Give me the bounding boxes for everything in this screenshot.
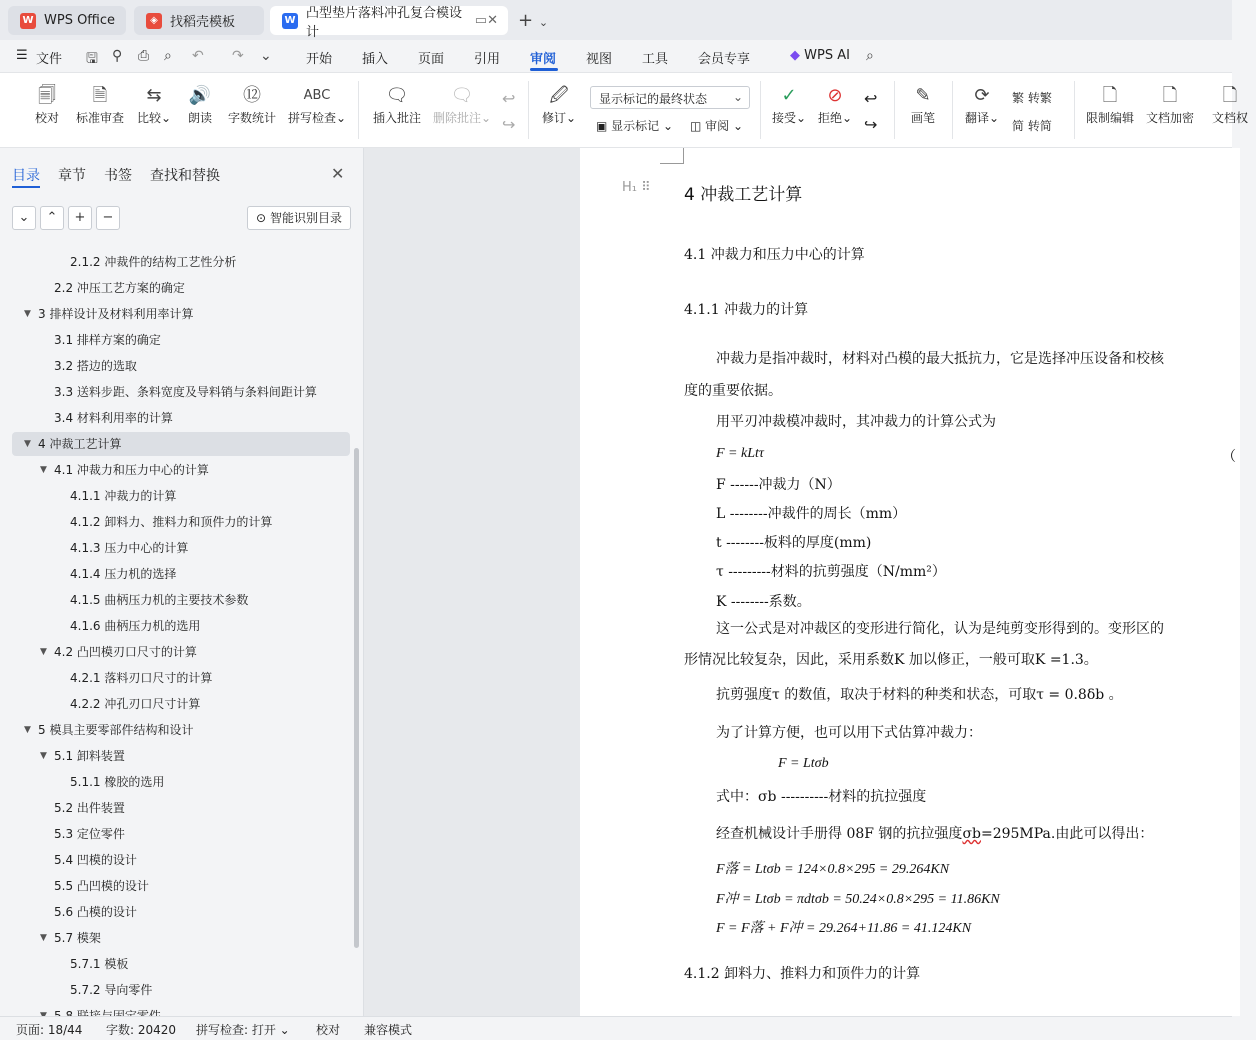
toc-item[interactable]: [12, 458, 350, 482]
restrict-edit-button[interactable]: 🗋 限制编辑: [1085, 85, 1134, 125]
ribbon-toolbar: [0, 72, 1248, 148]
menu-bar: [0, 40, 1232, 72]
text-run: =295MPa.由此可以得出：: [980, 826, 1154, 842]
tab-docer-templates[interactable]: [134, 6, 264, 35]
standard-review-icon: 🗎: [92, 85, 108, 106]
tab-find-replace[interactable]: 查找和替换: [150, 168, 220, 184]
paragraph: [716, 823, 1153, 843]
toc-item-label: 4.1.3 压力中心的计算: [70, 541, 189, 555]
share-icon[interactable]: ⚲: [112, 48, 123, 64]
menu-review[interactable]: 审阅: [530, 52, 557, 67]
show-markup-button[interactable]: ▣ 显示标记 ⌄: [596, 119, 674, 133]
toc-item-label: 3.3 送料步距、条料宽度及导料销与条料间距计算: [54, 385, 317, 399]
definition-line: t --------板料的厚度(mm): [716, 535, 872, 551]
equation-number: （: [1222, 450, 1236, 465]
toc-item-label: 4.1.4 压力机的选择: [70, 567, 177, 581]
definition-line: τ ---------材料的抗剪强度（N/mm²）: [716, 564, 946, 580]
next-change-icon[interactable]: ↪: [864, 115, 878, 134]
heading-3: 4.1.2 卸料力、推料力和顶件力的计算: [684, 966, 921, 982]
ribbon-divider: [952, 81, 953, 139]
expand-arrow-icon[interactable]: ▼: [40, 647, 47, 657]
definition-line: F ------冲裁力（N）: [716, 477, 841, 493]
toc-item-label: 4.2.2 冲孔刃口尺寸计算: [70, 697, 201, 711]
heading-2: 4.1 冲裁力和压力中心的计算: [684, 247, 865, 263]
ribbon-divider: [528, 81, 529, 139]
toc-item-label: 4.1 冲裁力和压力中心的计算: [54, 463, 209, 477]
word-count-icon: ⑫: [243, 85, 261, 106]
toc-item[interactable]: [12, 250, 350, 274]
standard-review-button[interactable]: 🗎 标准审查: [75, 85, 124, 125]
new-tab-button[interactable]: + ⌄: [518, 10, 549, 31]
toc-item[interactable]: [12, 484, 350, 508]
toc-item-label: 4.2.1 落料刃口尺寸的计算: [70, 671, 213, 685]
toc-item-label: 2.2 冲压工艺方案的确定: [54, 281, 185, 295]
track-changes-button[interactable]: 🖉 修订⌄: [541, 85, 577, 125]
menu-file[interactable]: 文件: [36, 52, 63, 67]
toc-item-label: 4.2 凸凹模刃口尺寸的计算: [54, 645, 197, 659]
heading-3: 4.1.1 冲裁力的计算: [684, 302, 809, 318]
tab-label: 凸型垫片落料冲孔复合模设计: [306, 5, 463, 40]
word-count-indicator[interactable]: 字数: 20420: [106, 1023, 177, 1037]
toc-item[interactable]: [12, 562, 350, 586]
page-corner-mark: [660, 148, 684, 164]
lock-doc-icon: 🗋: [1102, 85, 1118, 106]
toc-item[interactable]: [12, 406, 350, 430]
accept-button[interactable]: ✓ 接受⌄: [771, 85, 807, 125]
definition-line: L --------冲裁件的周长（mm）: [716, 506, 907, 522]
paragraph: 抗剪强度τ 的数值，取决于材料的种类和状态，可取τ = 0.8δb 。: [716, 687, 1123, 703]
toc-item-label: 5.6 凸模的设计: [54, 905, 137, 919]
toc-item[interactable]: [12, 328, 350, 352]
paragraph: 用平刃冲裁模冲裁时，其冲裁力的计算公式为: [716, 414, 996, 430]
wps-logo-icon: W: [20, 13, 36, 29]
definition-line: K --------系数。: [716, 594, 811, 610]
navigation-pane: [0, 148, 364, 1016]
tab-wps-office[interactable]: [8, 6, 126, 35]
show-markup-icon: ▣: [596, 119, 608, 133]
toc-item-label: 5.4 凹模的设计: [54, 853, 137, 867]
formula: F落 = Ltσb = 124×0.8×295 = 29.264KN: [716, 862, 950, 877]
chevron-down-icon: ⌄: [538, 16, 549, 29]
status-bar: [0, 1016, 1232, 1040]
toc-item[interactable]: [12, 588, 350, 612]
formula: F = F落 + F冲 = 29.264+11.86 = 41.124KN: [716, 921, 972, 936]
insert-comment-icon: 🗨: [385, 85, 409, 106]
rights-doc-icon: 🗋: [1222, 85, 1238, 106]
toc-item-label: 5.7 模架: [54, 931, 101, 945]
doc-rights-button[interactable]: 🗋 文档权: [1204, 83, 1256, 126]
formula: F = Ltσb: [778, 756, 829, 771]
ribbon-divider: [1074, 81, 1075, 139]
compare-button[interactable]: ⇆ 比较⌄: [134, 83, 174, 126]
toc-item[interactable]: [12, 536, 350, 560]
translate-button[interactable]: ⟳ 翻译⌄: [962, 83, 1002, 126]
tab-document[interactable]: [270, 5, 508, 40]
toc-item-label: 3.1 排样方案的确定: [54, 333, 161, 347]
expand-arrow-icon[interactable]: ▼: [40, 933, 47, 943]
toc-item[interactable]: [12, 900, 350, 924]
accept-icon: ✓: [781, 85, 797, 106]
delete-comment-icon: 🗨: [450, 85, 474, 106]
remove-heading-button[interactable]: −: [96, 206, 120, 230]
prev-change-icon[interactable]: ↩: [864, 89, 878, 108]
redo-icon[interactable]: ↷: [232, 48, 244, 64]
ribbon-divider: [894, 81, 895, 139]
active-menu-indicator: [530, 68, 558, 71]
toc-item[interactable]: [12, 926, 350, 950]
expand-arrow-icon[interactable]: ▼: [40, 465, 47, 475]
toc-item[interactable]: [12, 770, 350, 794]
word-count-button[interactable]: ⑫ 字数统计: [227, 85, 276, 125]
formula: F冲 = Ltσb = πdtσb = 50.24×0.8×295 = 11.86KN: [716, 892, 1000, 907]
insert-comment-button[interactable]: 🗨 插入批注: [370, 83, 424, 126]
review-pane-button[interactable]: ◫ 审阅 ⌄: [690, 119, 744, 133]
toc-item-label: 4.1.6 曲柄压力机的选用: [70, 619, 201, 633]
next-comment-icon[interactable]: ↪: [502, 115, 516, 134]
menu-member[interactable]: 会员专享: [698, 52, 751, 67]
toc-item-label: 5.3 定位零件: [54, 827, 125, 841]
formula: F = kLtτ: [716, 446, 764, 461]
spell-flag: σb: [962, 826, 981, 842]
tab-label: WPS Office: [44, 13, 116, 28]
spell-check-status[interactable]: 拼写检查: 打开 ⌄: [196, 1023, 290, 1037]
undo-icon[interactable]: ↶: [192, 48, 204, 64]
simplified-icon: 简: [1012, 119, 1025, 133]
ribbon-divider: [358, 81, 359, 139]
toc-item[interactable]: [12, 952, 350, 976]
reject-icon: ⊘: [827, 85, 843, 106]
toc-item-label: 3 排样设计及材料利用率计算: [38, 307, 194, 321]
compare-icon: ⇆: [146, 85, 162, 106]
toc-item[interactable]: [12, 718, 350, 742]
toc-item[interactable]: [12, 276, 350, 300]
page-indicator[interactable]: 页面: 18/44: [16, 1023, 83, 1037]
tab-window-icon[interactable]: ▭: [474, 13, 488, 28]
heading-1: 4 冲裁工艺计算: [684, 185, 803, 205]
spell-check-button[interactable]: ABC 拼写检查⌄: [286, 83, 348, 126]
toc-item[interactable]: [12, 432, 350, 456]
toc-item[interactable]: [12, 978, 350, 1002]
toc-item[interactable]: [12, 692, 350, 716]
toc-item[interactable]: [12, 874, 350, 898]
smart-toc-icon: ⊙: [256, 211, 267, 225]
toc-item[interactable]: [12, 614, 350, 638]
toc-scrollbar[interactable]: [354, 448, 359, 948]
toc-item-label: 4.1.1 冲裁力的计算: [70, 489, 177, 503]
toc-item[interactable]: [12, 744, 350, 768]
toc-item-label: 5 模具主要零部件结构和设计: [38, 723, 194, 737]
toc-item-label: 4 冲裁工艺计算: [38, 437, 122, 451]
paragraph: 度的重要依据。: [684, 383, 782, 399]
read-aloud-button[interactable]: 🔊 朗读: [184, 83, 216, 126]
heading-drag-handle-icon[interactable]: H₁ ⠿: [622, 180, 651, 195]
toc-item-label: 5.5 凸凹模的设计: [54, 879, 149, 893]
proof-button[interactable]: 🗐 校对: [28, 83, 66, 126]
menu-tools[interactable]: 工具: [642, 52, 669, 67]
toc-item-label: 4.1.5 曲柄压力机的主要技术参数: [70, 593, 249, 607]
collapse-up-button[interactable]: ⌃: [40, 206, 64, 230]
search-icon[interactable]: ⌕: [866, 48, 874, 64]
paragraph: 为了计算方便，也可以用下式估算冲裁力：: [716, 725, 982, 741]
paragraph: 冲裁力是指冲裁时，材料对凸模的最大抵抗力，它是选择冲压设备和校核: [716, 351, 1164, 367]
toc-item-label: 5.1.1 橡胶的选用: [70, 775, 165, 789]
reject-button[interactable]: ⊘ 拒绝⌄: [817, 85, 853, 125]
close-pane-icon[interactable]: ✕: [331, 164, 345, 183]
save-icon[interactable]: 🖫: [86, 51, 98, 67]
proof-status[interactable]: 校对: [316, 1023, 341, 1037]
toc-item-label: 3.4 材料利用率的计算: [54, 411, 173, 425]
delete-comment-button[interactable]: 🗨 删除批注⌄: [430, 83, 494, 126]
toc-item[interactable]: [12, 848, 350, 872]
read-aloud-icon: 🔊: [188, 85, 212, 106]
compat-mode: 兼容模式: [364, 1023, 413, 1037]
word-doc-icon: W: [282, 13, 298, 29]
wps-ai-button[interactable]: ◆ WPS AI: [790, 48, 850, 63]
encrypt-doc-icon: 🗋: [1162, 85, 1178, 106]
toc-item-label: 4.1.2 卸料力、推料力和顶件力的计算: [70, 515, 273, 529]
tab-chapters[interactable]: 章节: [58, 168, 86, 184]
toc-item[interactable]: [12, 302, 350, 326]
pen-icon: ✎: [915, 85, 931, 106]
toc-item-label: 5.2 出件装置: [54, 801, 125, 815]
document-page[interactable]: [580, 148, 1240, 1016]
menu-insert[interactable]: 插入: [362, 52, 389, 67]
toc-item[interactable]: [12, 640, 350, 664]
to-simplified-button[interactable]: 简 转简: [1012, 119, 1052, 133]
hamburger-icon[interactable]: ☰: [16, 48, 28, 63]
docer-icon: ◈: [146, 13, 162, 29]
traditional-icon: 繁: [1012, 91, 1025, 105]
spell-check-icon: ABC: [303, 88, 331, 103]
toc-item-label: 5.7.2 导向零件: [70, 983, 153, 997]
track-changes-icon: 🖉: [549, 85, 569, 106]
title-bar: [0, 0, 1232, 40]
toc-item[interactable]: [12, 380, 350, 404]
expand-down-button[interactable]: ⌄: [12, 206, 36, 230]
toc-item[interactable]: [12, 796, 350, 820]
expand-arrow-icon[interactable]: ▼: [24, 439, 31, 449]
paragraph: 这一公式是对冲裁区的变形进行简化，认为是纯剪变形得到的。变形区的: [716, 621, 1164, 637]
toc-item-label: 5.7.1 模板: [70, 957, 129, 971]
expand-arrow-icon[interactable]: ▼: [24, 309, 31, 319]
tab-toc[interactable]: 目录: [12, 168, 40, 184]
toc-item[interactable]: [12, 666, 350, 690]
menu-references[interactable]: 引用: [474, 52, 501, 67]
menu-view[interactable]: 视图: [586, 52, 613, 67]
toc-item[interactable]: [12, 510, 350, 534]
toc-item-label: 2.1.2 冲裁件的结构工艺性分析: [70, 255, 237, 269]
tab-label: 找稻壳模板: [170, 15, 236, 30]
smart-toc-button[interactable]: ⊙ 智能识别目录: [247, 206, 351, 230]
translate-icon: ⟳: [974, 85, 990, 106]
menu-home[interactable]: 开始: [306, 52, 333, 67]
active-tab-indicator: [12, 186, 40, 188]
menu-page[interactable]: 页面: [418, 52, 445, 67]
print-preview-icon[interactable]: ⌕: [164, 48, 172, 64]
wps-ai-icon: ◆: [790, 48, 800, 63]
paragraph: 式中：σb ----------材料的抗拉强度: [716, 789, 927, 805]
proof-icon: 🗐: [38, 85, 56, 106]
expand-arrow-icon[interactable]: ▼: [24, 725, 31, 735]
expand-arrow-icon[interactable]: ▼: [40, 751, 47, 761]
toc-item[interactable]: [12, 822, 350, 846]
text-run: 经查机械设计手册得 08F 钢的抗拉强度: [716, 826, 963, 842]
review-pane-icon: ◫: [690, 119, 702, 133]
close-tab-icon[interactable]: ✕: [487, 13, 498, 28]
ribbon-divider: [760, 81, 761, 139]
more-chevron-icon[interactable]: ⌄: [260, 48, 272, 64]
toc-item-label: 3.2 搭边的选取: [54, 359, 137, 373]
toc-item-label: 5.1 卸料装置: [54, 749, 125, 763]
paragraph: 形情况比较复杂，因此，采用系数K 加以修正，一般可取K =1.3。: [684, 652, 1098, 668]
document-area: [364, 148, 1236, 1016]
prev-comment-icon[interactable]: ↩: [502, 89, 516, 108]
to-traditional-button[interactable]: 繁 转繁: [1012, 91, 1052, 105]
toc-item[interactable]: [12, 354, 350, 378]
doc-encrypt-button[interactable]: 🗋 文档加密: [1145, 85, 1194, 125]
add-heading-button[interactable]: +: [68, 206, 92, 230]
tab-bookmarks[interactable]: 书签: [104, 168, 132, 184]
toc-list: [0, 250, 352, 1016]
chevron-down-icon: ⌄: [732, 90, 743, 104]
markup-state-select[interactable]: 显示标记的最终状态 ⌄: [590, 86, 750, 109]
print-icon[interactable]: ⎙: [138, 48, 150, 64]
ink-button[interactable]: ✎ 画笔: [904, 83, 942, 126]
